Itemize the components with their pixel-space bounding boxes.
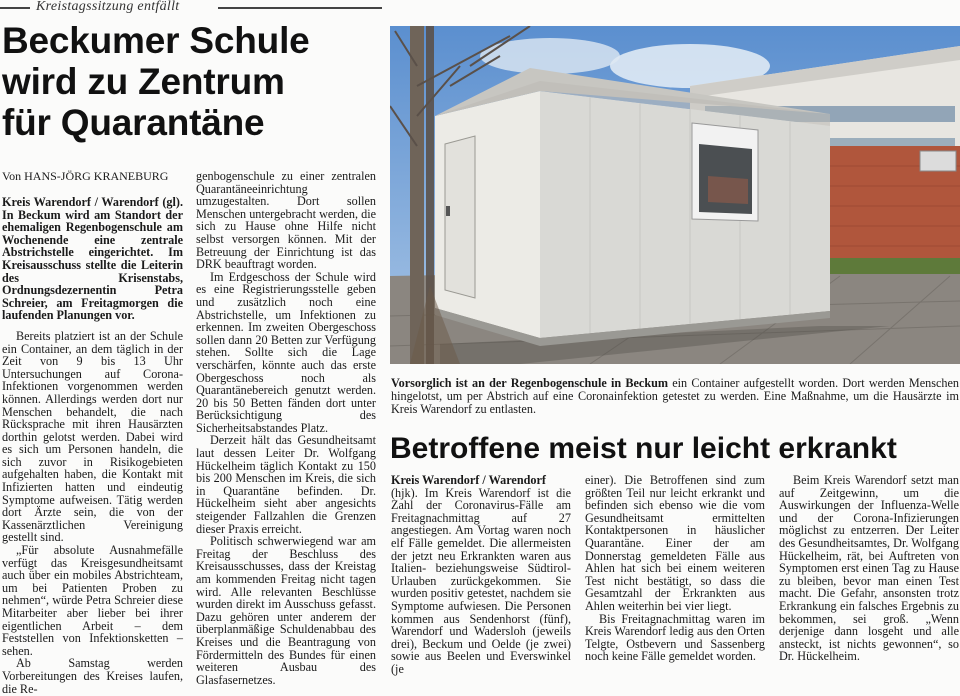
lead-dateline: Kreis Warendorf / Warendorf [391, 473, 546, 487]
article1-column-2 [196, 170, 376, 686]
body-paragraph: Bereits platziert ist an der Schule ein Container, an dem täglich in der Zeit von 9 bis 13 Uhr Untersuchungen auf Corona-Infektionen vorgenommen werden können. Allerdings werden dort nur Menschen behandelt, die nach Rücksprache mit ihren Hausärzten dorthin gelotst werden. Dabei wird es sich um Personen handeln, die sich zuvor in Risikogebieten aufgehalten haben, die Kontakt mit Infizierten hatten und eindeutig Symptome aufweisen. Tätig werden dort Ärzte sein, die von der Kassenärztlichen Vereinigung gestellt sind. [2, 328, 183, 545]
container-side [540, 91, 830, 338]
tree-trunk [410, 26, 424, 364]
caption-text: ein Container aufgestellt worden. Dort werden Menschen hingelotst, um per Abstrich auf eine Coronainfektion getestet zu werden. Eine Maßnahme, um die Hausärzte im Kreis Warendorf zu entlasten. [391, 376, 960, 416]
kicker-text: Kreistagssitzung entfällt [36, 0, 180, 14]
body-paragraph: Politisch schwerwiegend war am Freitag der Beschluss des Kreisausschusses, dass der Kreistag am kommenden Freitag nicht tagen wird. Alle relevanten Beschlüsse wurden direkt im Ausschuss gefasst. Dazu gehören unter anderem der überplanmäßige Schuldenabbau des Kreises und die Beantragung von Fördermitteln des Bundes für einen weiteren Ausbau des Glasfasernetzes. [196, 534, 376, 687]
article2-column-1 [391, 474, 571, 676]
body-paragraph: „Für absolute Ausnahmefälle verfügt das Kreisgesundheitsamt auch über ein mobiles Abstrichteam, um bei Patienten Proben zu nehmen“, würde Petra Schreier diese Mitarbeiter aber lieber bei ihrer eigentlichen Arbeit – dem Feststellen von Infektionsketten – sehen. [2, 543, 183, 658]
body-paragraph: Derzeit hält das Gesundheitsamt laut dessen Leiter Dr. Wolfgang Hückelheim täglich Kontakt zu 150 bis 200 Menschen im Kreis, die sich in Quarantäne befinden. Dr. Hückelheim sieht aber angesichts steigender Fallzahlen die Grenzen dieser Praxis erreicht. [196, 433, 376, 536]
building-window [920, 151, 956, 171]
door-handle [446, 206, 450, 216]
body-paragraph [391, 474, 571, 676]
headline [2, 20, 387, 143]
article2-column-2 [585, 474, 765, 663]
headline-line: wird zu Zentrum [2, 61, 285, 102]
body-paragraph: Beim Kreis Warendorf setzt man auf Zeitgewinn, um die Auswirkungen der Influenza-Welle und der Corona-Infizierungen möglichst zu entzerren. Der Leiter des Gesundheitsamtes, Dr. Wolfgang Hückelheim, rät, bei Auftreten von Symptomen erst einen Tag zu Hause zu bleiben, bevor man einen Test macht. Die Gefahr, ansonsten trotz Erkrankung ein falsches Ergebnis zu bekommen, sei groß. „Wenn derjenige dann losgeht und alle ansteckt, ist nichts gewonnen“, so Dr. Hückelheim. [779, 473, 959, 664]
article1-column-1 [2, 196, 183, 695]
photo-caption [391, 377, 959, 416]
article2-column-3 [779, 474, 959, 663]
caption-bold: Vorsorglich ist an der Regenbogenschule in Beckum [391, 376, 669, 390]
body-text: (hjk). Im Kreis Warendorf ist die Zahl der Coronavirus-Fälle am Freitagnachmittag auf 27 angestiegen. Am Vortag waren noch elf Fälle gemeldet. Die allermeisten der jetzt neu Erkrankten waren aus Italien- beziehungsweise Südtirol-Urlauben zurückgekommen. Sie wurden positiv getestet, nachdem sie Symptome aufwiesen. Die Personen kommen aus Sendenhorst (fünf), Warendorf und Wadersloh (jeweils drei), Beckum und Oelde (je zwei) sowie aus Beelen und Everswinkel (je [391, 485, 571, 676]
window-reflection [708, 176, 748, 204]
headline-2: Betroffene meist nur leicht erkrankt [390, 432, 897, 465]
headline-line: Beckumer Schule [2, 20, 310, 61]
container-photo [390, 26, 960, 364]
lead-text: In Beckum wird am Standort der ehemaligen Regenbogenschule am Wochenende eine zentrale Abstrichstelle eingerichtet. Im Kreisausschuss stellte die Leiterin des Krisenstabs, Ordnungsdezernentin Petra Schreier, am Freitagmorgen die laufenden Planungen vor. [2, 207, 183, 323]
body-paragraph: Bis Freitagnachmittag waren im Kreis Warendorf ledig aus den Orten Telgte, Ostbevern und Sassenberg noch keine Fälle gemeldet worden. [585, 611, 765, 664]
body-paragraph: genbogenschule zu einer zentralen Quarantäneeinrichtung umzugestalten. Dort sollen Menschen untergebracht werden, die sich zu Hause ohne Hilfe nicht selbst versorgen können. Mit der Betreuung der Einrichtung ist das DRK beauftragt worden. [196, 169, 376, 272]
lead-paragraph [2, 196, 183, 322]
headline-line: für Quarantäne [2, 102, 265, 143]
container-door [445, 136, 475, 298]
kicker [0, 0, 382, 16]
kicker-rule-left [0, 7, 30, 9]
body-paragraph: Im Erdgeschoss der Schule wird es eine Registrierungsstelle geben und zusätzlich noch eine Abstrichstelle, um Infektionen zu erkennen. Im zweiten Obergeschoss sollen dann 20 Betten zur Verfügung stehen. Sollte sich die Lage verschärfen, könnte auch das erste Obergeschoss noch als Quarantänebereich genutzt werden. 20 bis 50 Betten fänden dort unter Berücksichtigung des Sicherheitsabstandes Platz. [196, 269, 376, 435]
kicker-rule-right [218, 7, 382, 9]
photo-illustration [390, 26, 960, 364]
lead-dateline: Kreis Warendorf / Warendorf (gl). [2, 195, 183, 209]
byline: Von HANS-JÖRG KRANEBURG [2, 169, 169, 183]
cloud [480, 38, 620, 74]
body-paragraph: einer). Die Betroffenen sind zum größten Teil nur leicht erkrankt und befinden sich ebenso wie die vom Gesundheitsamt ermittelten Kontaktpersonen in häuslicher Quarantäne. Einer der am Donnerstag gemeldeten Fälle aus Ahlen hat sich bei einem weiteren Test nicht bestätigt, so dass die Gesamtzahl der Erkrankten aus Ahlen weiterhin bei vier liegt. [585, 473, 765, 613]
body-paragraph: Ab Samstag werden Vorbereitungen des Kreises laufen, die Re- [2, 656, 183, 696]
